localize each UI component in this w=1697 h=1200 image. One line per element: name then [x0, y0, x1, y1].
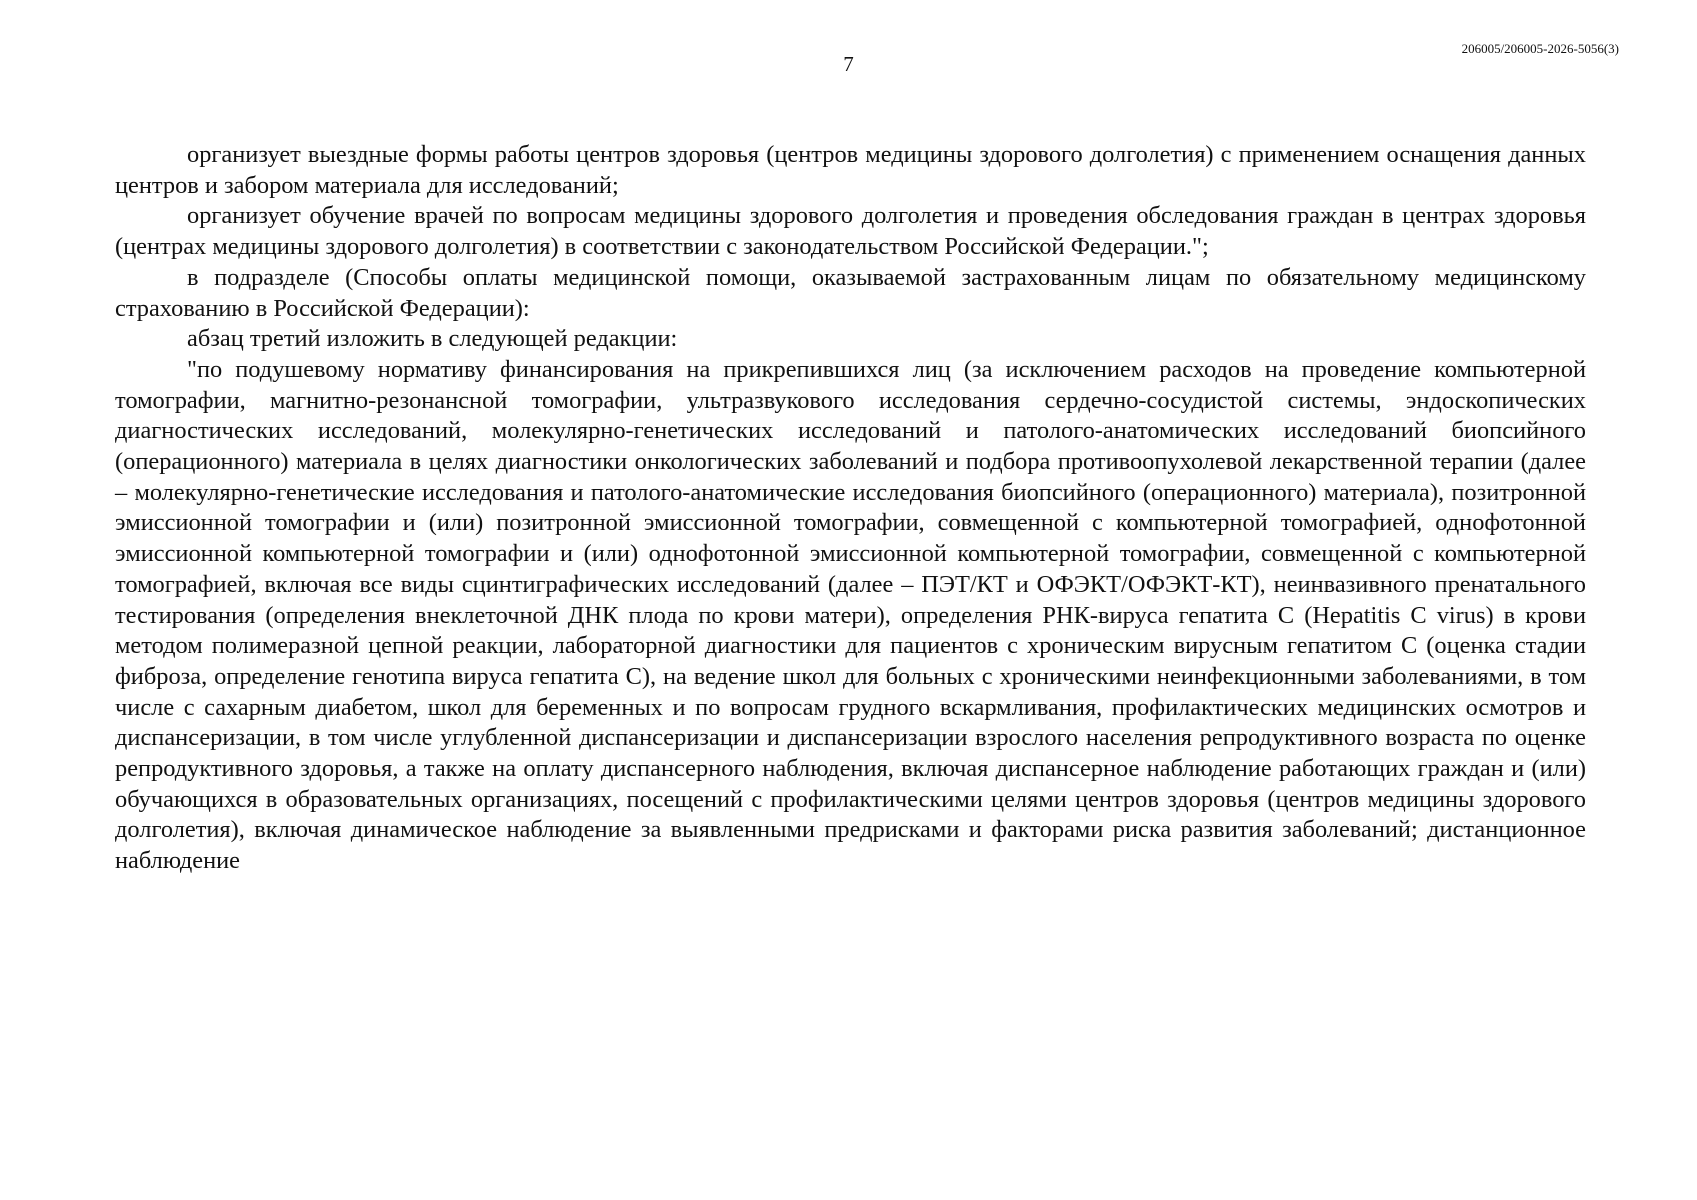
- document-code: 206005/206005-2026-5056(3): [1461, 41, 1619, 56]
- paragraph-4: абзац третий изложить в следующей редакции:: [187, 325, 678, 353]
- document-body: [115, 140, 1586, 877]
- page-number: 7: [843, 52, 854, 76]
- paragraph-5: "по подушевому нормативу финансирования на прикрепившихся лиц (за исключением расходов на проведение компьютерной томографии, магнитно-резонансной томографии, ультразвукового исследования сердечно-сосудистой системы, эндоскопических диагностических исследований, молекулярно-генетических исследований и патолого-анатомических исследований биопсийного (операционного) материала в целях диагностики онкологических заболеваний и подбора противоопухолевой лекарственной терапии (далее – молекулярно-генетические исследования и патолого-анатомические исследования биопсийного (операционного) материала), позитронной эмиссионной томографии и (или) позитронной эмиссионной томографии, совмещенной с компьютерной томографией, однофотонной эмиссионной компьютерной томографии и (или) однофотонной эмиссионной компьютерной томографии, совмещенной с компьютерной томографией, включая все виды сцинтиграфических исследований (далее – ПЭТ/КТ и ОФЭКТ/ОФЭКТ-КТ), неинвазивного пренатального тестирования (определения внеклеточной ДНК плода по крови матери), определения РНК-вируса гепатита С (Hepatitis C virus) в крови методом полимеразной цепной реакции, лабораторной диагностики для пациентов с хроническим вирусным гепатитом С (оценка стадии фиброза, определение генотипа вируса гепатита С), на ведение школ для больных с хроническими неинфекционными заболеваниями, в том числе с сахарным диабетом, школ для беременных и по вопросам грудного вскармливания, профилактических медицинских осмотров и диспансеризации, в том числе углубленной диспансеризации и диспансеризации взрослого населения репродуктивного возраста по оценке репродуктивного здоровья, а также на оплату диспансерного наблюдения, включая диспансерное наблюдение работающих граждан и (или) обучающихся в образовательных организациях, посещений с профилактическими целями центров здоровья (центров медицины здорового долголетия), включая динамическое наблюдение за выявленными предрисками и факторами риска развития заболеваний; дистанционное наблюдение: [115, 355, 1586, 875]
- paragraph-2: организует обучение врачей по вопросам медицины здорового долголетия и проведения обследования граждан в центрах здоровья (центрах медицины здорового долголетия) в соответствии с законодательством Российской Федерации.";: [115, 202, 1586, 261]
- paragraph-1: организует выездные формы работы центров здоровья (центров медицины здорового долголетия) с применением оснащения данных центров и забором материала для исследований;: [115, 141, 1586, 199]
- paragraph-3: в подразделе (Способы оплаты медицинской помощи, оказываемой застрахованным лицам по обязательному медицинскому страхованию в Российской Федерации):: [115, 263, 1586, 322]
